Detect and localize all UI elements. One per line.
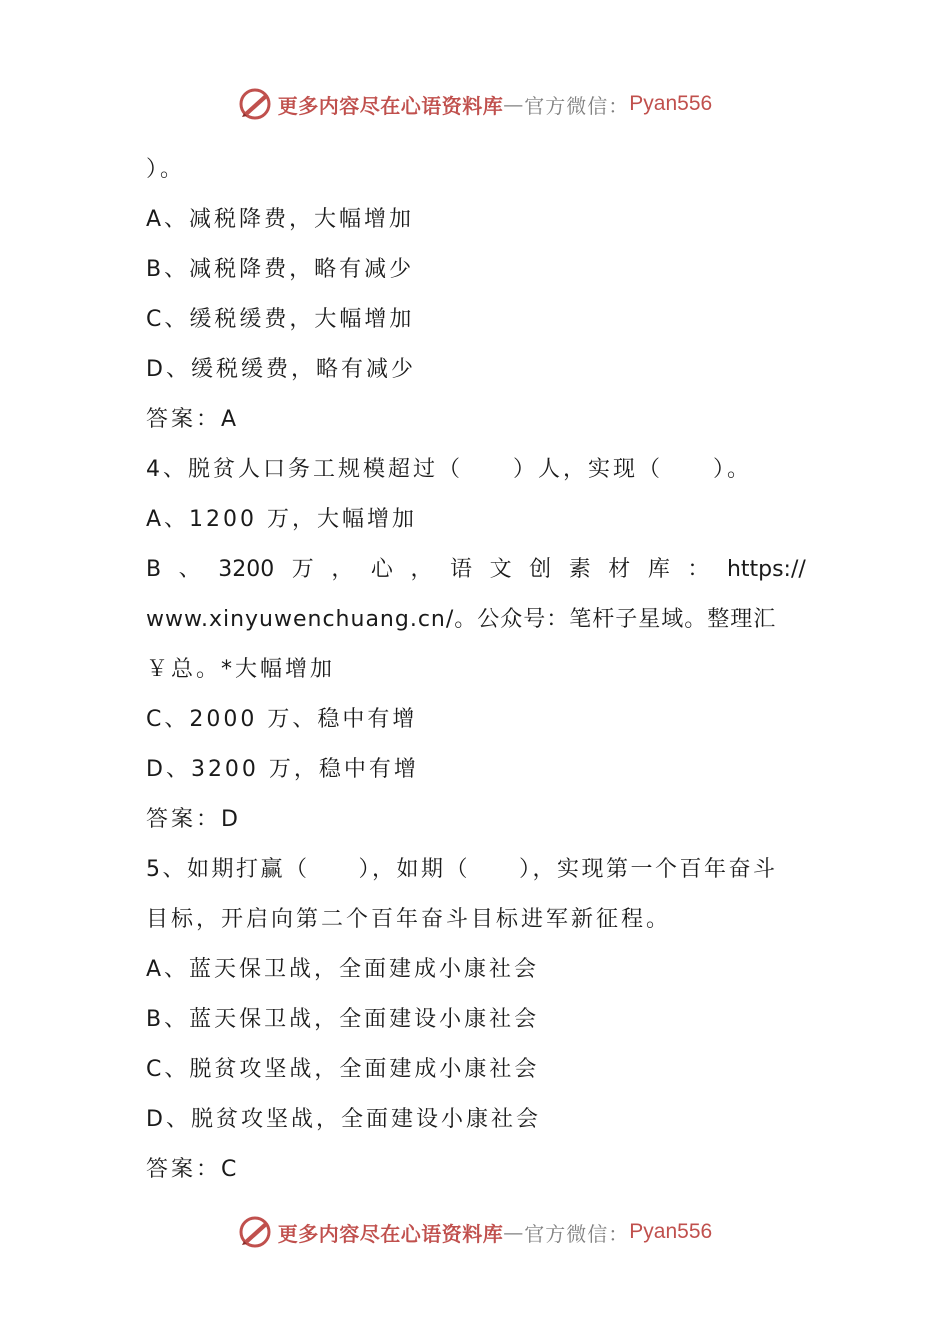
footer-wechat-id: Pyan556	[629, 1220, 713, 1243]
option-line: D、脱贫攻坚战，全面建设小康社会	[146, 1107, 541, 1132]
word: 语	[450, 557, 473, 582]
option-line: D、3200 万，稳中有增	[146, 757, 419, 782]
word: B	[146, 557, 162, 582]
option-line: C、2000 万、稳中有增	[146, 707, 418, 732]
text-line: www.xinyuwenchuang.cn/。公众号：笔杆子星域。整理汇	[146, 607, 777, 632]
word: 3200	[218, 557, 275, 582]
option-line: D、缓税缓费，略有减少	[146, 357, 416, 382]
header-wechat-id: Pyan556	[629, 92, 713, 115]
word: 创	[529, 557, 552, 582]
header-site-text: 更多内容尽在心语资料库	[277, 93, 504, 118]
question-line: 4、脱贫人口务工规模超过（ ）人，实现（ ）。	[146, 457, 752, 482]
url-text: https://	[726, 557, 806, 582]
footer-site-text: 更多内容尽在心语资料库	[277, 1221, 504, 1246]
option-line: A、减税降费，大幅增加	[146, 207, 415, 232]
word: 素	[568, 557, 591, 582]
option-line: B、蓝天保卫战，全面建设小康社会	[146, 1007, 540, 1032]
answer-line: 答案：D	[146, 807, 241, 832]
option-line: B、减税降费，略有减少	[146, 257, 415, 282]
pen-logo-icon	[238, 87, 272, 121]
word: 万	[291, 557, 314, 582]
word: 材	[608, 557, 631, 582]
word: ：	[687, 557, 710, 582]
header-banner	[0, 82, 950, 126]
option-line: A、1200 万，大幅增加	[146, 507, 418, 532]
option-line: C、脱贫攻坚战，全面建成小康社会	[146, 1057, 540, 1082]
header-dash: —	[503, 92, 525, 116]
text-line: ）。	[146, 157, 186, 182]
question-line: 5、如期打赢（ ），如期（ ），实现第一个百年奋斗	[146, 857, 778, 882]
word: 文	[489, 557, 512, 582]
header-wechat-label: 官方微信：	[524, 93, 630, 118]
document-body	[146, 145, 806, 1195]
footer-banner	[0, 1210, 950, 1254]
option-line: A、蓝天保卫战，全面建成小康社会	[146, 957, 540, 982]
footer-wechat-label: 官方微信：	[524, 1221, 630, 1246]
word: 库	[647, 557, 670, 582]
pen-logo-icon	[238, 1215, 272, 1249]
answer-line: 答案：A	[146, 407, 240, 432]
option-line: C、缓税缓费，大幅增加	[146, 307, 415, 332]
word: ，	[331, 557, 354, 582]
text-line: ￥总。*大幅增加	[146, 657, 336, 682]
word: 心	[370, 557, 393, 582]
word: ，	[410, 557, 433, 582]
footer-dash: —	[503, 1220, 525, 1244]
answer-line: 答案：C	[146, 1157, 240, 1182]
word: 、	[178, 557, 201, 582]
option-line-justified	[146, 545, 806, 595]
question-line: 目标，开启向第二个百年奋斗目标进军新征程。	[146, 907, 672, 932]
